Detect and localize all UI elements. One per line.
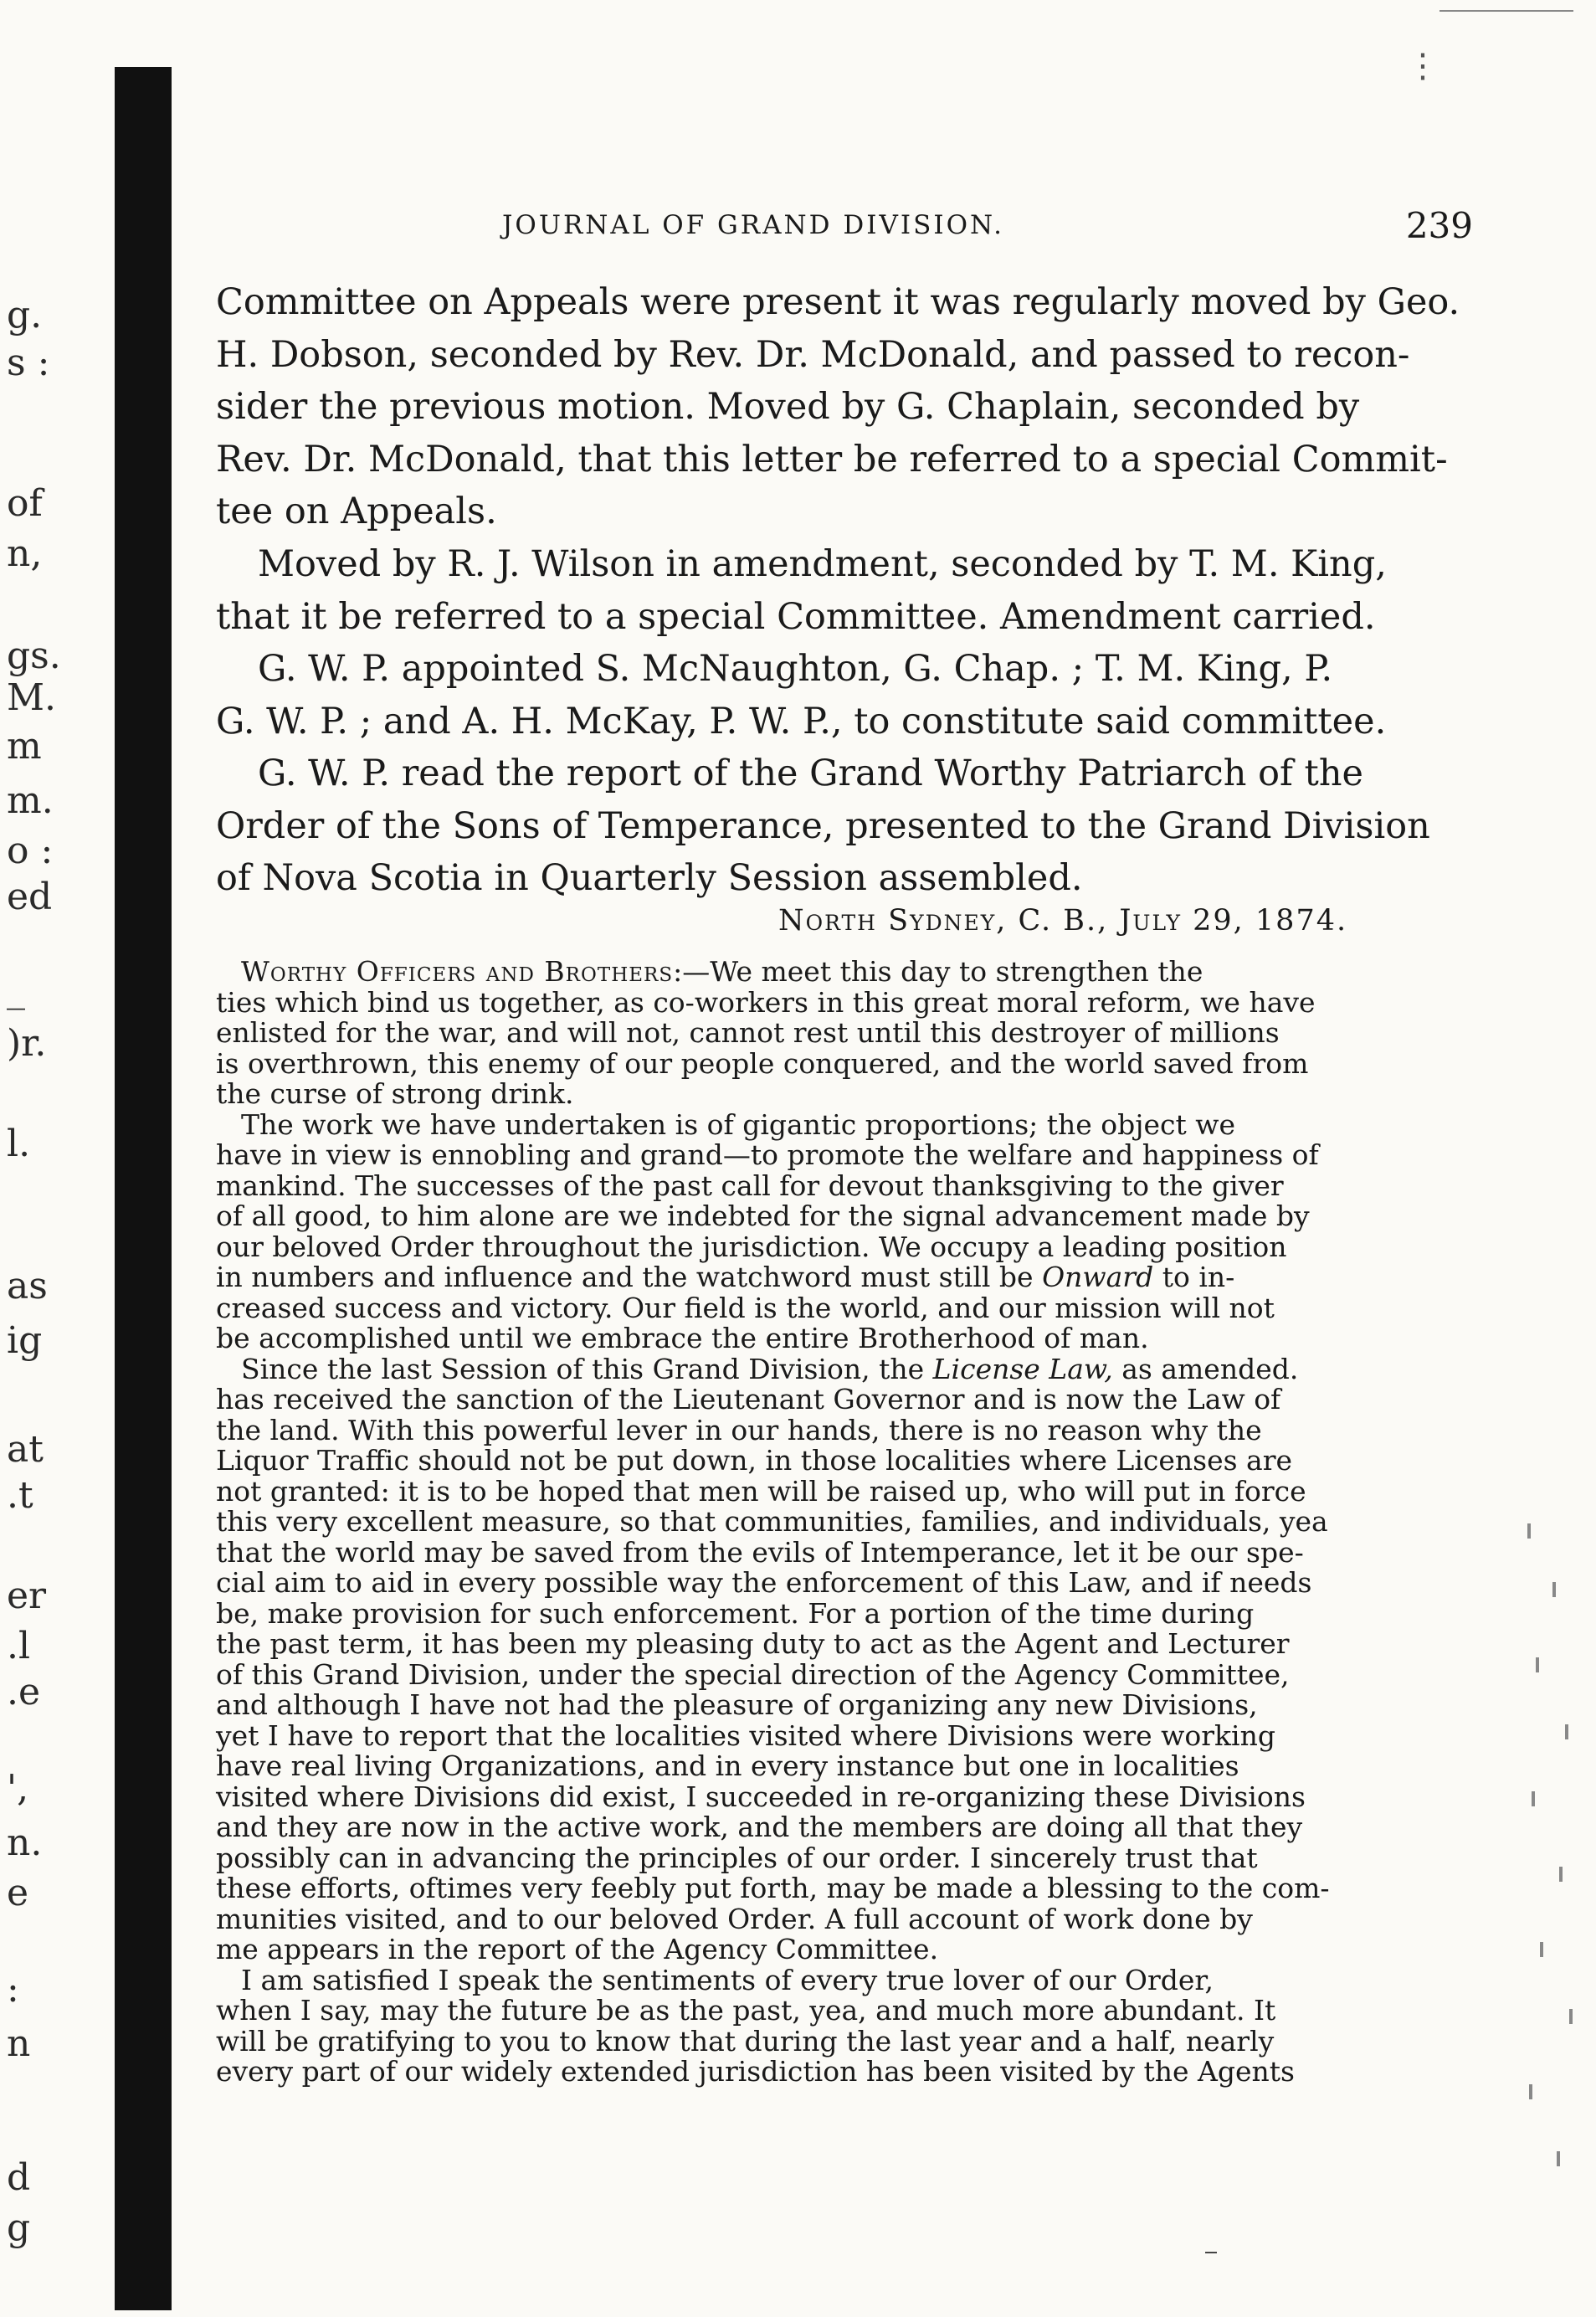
margin-fragment: ed (7, 876, 53, 918)
text-line: G. W. P. read the report of the Grand Worthy Patriarch of the (258, 753, 1363, 794)
margin-fragment: _ (7, 968, 25, 1010)
margin-fragment: s : (7, 342, 50, 384)
margin-fragment: .t (7, 1474, 33, 1517)
text-line: Rev. Dr. McDonald, that this letter be referred to a special Commit- (216, 438, 1448, 480)
text-line: enlisted for the war, and will not, cannot rest until this destroyer of millions (216, 1016, 1280, 1049)
paragraph-report-intro (216, 748, 1430, 905)
margin-fragment: n (7, 2022, 31, 2065)
text-line: these efforts, oftimes very feebly put forth, may be made a blessing to the com- (216, 1872, 1330, 1904)
text-line: have real living Organizations, and in every instance but one in localities (216, 1749, 1239, 1782)
text-line: Moved by R. J. Wilson in amendment, seconded by T. M. King, (258, 543, 1387, 585)
margin-fragment: as (7, 1265, 48, 1307)
top-edge-rule (1439, 10, 1573, 12)
margin-fragment: d (7, 2156, 31, 2199)
text-line: that it be referred to a special Committee. Amendment carried. (216, 595, 1376, 638)
paragraph-amendment (216, 538, 1388, 643)
text-line: our beloved Order throughout the jurisdiction. We occupy a leading position (216, 1230, 1287, 1263)
left-margin-bleed (7, 0, 107, 2317)
text-line: H. Dobson, seconded by Rev. Dr. McDonald, and passed to recon- (216, 333, 1410, 376)
page-number: 239 (1405, 205, 1473, 246)
text-line: of Nova Scotia in Quarterly Session assembled. (216, 857, 1083, 900)
ink-speck (1559, 1867, 1563, 1882)
text-line: G. W. P. ; and A. H. McKay, P. W. P., to constitute said committee. (216, 700, 1387, 742)
margin-fragment: n, (7, 532, 43, 575)
margin-fragment: ', (7, 1767, 29, 1810)
text-line: Liquor Traffic should not be put down, in those localities where Licenses are (216, 1444, 1293, 1477)
margin-fragment: : (7, 1968, 19, 2011)
text-line: visited where Divisions did exist, I succeeded in re-organizing these Divisions (216, 1780, 1306, 1813)
text-line: ties which bind us together, as co-workers in this great moral reform, we have (216, 985, 1316, 1019)
ink-speck (1565, 1724, 1568, 1739)
text-line: have in view is ennobling and grand—to promote the welfare and happiness of (216, 1138, 1319, 1171)
text-line: Committee on Appeals were present it was regularly moved by Geo. (216, 281, 1460, 323)
edge-specks: ⋮ (1406, 47, 1439, 85)
text-line: me appears in the report of the Agency Committee. (216, 1933, 939, 1965)
ink-speck (1529, 2084, 1532, 2099)
paragraph-appointment (216, 643, 1388, 748)
text-line: tee on Appeals. (216, 491, 497, 533)
text-line: is overthrown, this enemy of our people conquered, and the world saved from (216, 1046, 1309, 1080)
text-line: sider the previous motion. Moved by G. Chaplain, seconded by (216, 386, 1360, 429)
emphasis-license-law: License Law, (932, 1352, 1113, 1385)
margin-fragment: n. (7, 1821, 43, 1864)
text-line: the past term, it has been my pleasing duty to act as the Agent and Lecturer (216, 1627, 1290, 1660)
ink-speck (1557, 2151, 1560, 2166)
margin-fragment: m. (7, 779, 54, 822)
margin-fragment: e (7, 1872, 29, 1914)
text-line: cial aim to aid in every possible way the enforcement of this Law, and if needs (216, 1566, 1312, 1599)
margin-fragment: of (7, 482, 43, 525)
text-line: possibly can in advancing the principles of our order. I sincerely trust that (216, 1841, 1258, 1874)
margin-fragment: l. (7, 1123, 31, 1165)
bottom-mark (1205, 2252, 1217, 2253)
ink-speck (1569, 2009, 1573, 2024)
ink-speck (1540, 1942, 1543, 1957)
margin-fragment: )r. (7, 1022, 47, 1065)
ink-speck (1527, 1523, 1531, 1539)
text-line: every part of our widely extended jurisdiction has been visited by the Agents (216, 2055, 1295, 2088)
right-margin-bleed (1519, 1507, 1594, 2210)
text-line: that the world may be saved from the evils of Intemperance, let it be our spe- (216, 1535, 1304, 1569)
text-line: of this Grand Division, under the special direction of the Agency Committee, (216, 1657, 1290, 1691)
text-line: this very excellent measure, so that communities, families, and individuals, yea (216, 1505, 1328, 1538)
text-line: G. W. P. appointed S. McNaughton, G. Chap. ; T. M. King, P. (258, 648, 1333, 690)
text-line: munities visited, and to our beloved Order. A full account of work done by (216, 1902, 1253, 1935)
margin-fragment: g. (7, 294, 43, 337)
margin-fragment: er (7, 1575, 47, 1617)
binding-gutter-shadow (115, 67, 172, 2310)
salutation: Worthy Officers and Brothers (241, 955, 674, 988)
text-line: and they are now in the active work, and the members are doing all that they (216, 1811, 1303, 1843)
text-line: in numbers and influence and the watchword must still be Onward to in- (216, 1261, 1235, 1293)
margin-fragment: g (7, 2207, 31, 2249)
margin-fragment: M. (7, 676, 57, 719)
text-line: has received the sanction of the Lieutenant Governor and is now the Law of (216, 1383, 1281, 1415)
text-line: yet I have to report that the localities visited where Divisions were working (216, 1718, 1275, 1752)
text-line: of all good, to him alone are we indebted for the signal advancement made by (216, 1200, 1310, 1232)
text-line: The work we have undertaken is of gigantic proportions; the object we (241, 1107, 1236, 1141)
margin-fragment: ig (7, 1319, 43, 1362)
text-line: Since the last Session of this Grand Division, the License Law, as amended. (241, 1352, 1299, 1385)
margin-fragment: at (7, 1428, 44, 1471)
report-letter (216, 957, 1379, 2088)
text-line: be, make provision for such enforcement. For a portion of the time during (216, 1596, 1255, 1630)
text-line: will be gratifying to you to know that during the last year and a half, nearly (216, 2024, 1275, 2058)
emphasis-onward: Onward (1042, 1261, 1154, 1293)
text-line: and although I have not had the pleasure of organizing any new Divisions, (216, 1688, 1258, 1721)
running-head: JOURNAL OF GRAND DIVISION. (502, 210, 1004, 240)
margin-fragment: o : (7, 830, 54, 872)
text-line: the curse of strong drink. (216, 1077, 574, 1110)
ink-speck (1536, 1657, 1539, 1672)
dateline: North Sydney, C. B., July 29, 1874. (778, 904, 1348, 938)
margin-fragment: gs. (7, 634, 61, 677)
text-line: Order of the Sons of Temperance, presented to the Grand Division (216, 804, 1430, 847)
text-line: not granted: it is to be hoped that men will be raised up, who will put in force (216, 1474, 1306, 1508)
margin-fragment: m (7, 725, 42, 768)
text-line: I am satisfied I speak the sentiments of every true lover of our Order, (241, 1963, 1214, 1996)
ink-speck (1552, 1582, 1556, 1597)
text-line: mankind. The successes of the past call for devout thanksgiving to the giver (216, 1169, 1284, 1202)
text-line: creased success and victory. Our field is the world, and our mission will not (216, 1291, 1275, 1324)
ink-speck (1532, 1791, 1535, 1806)
text-line: the land. With this powerful lever in our hands, there is no reason why the (216, 1413, 1262, 1446)
paragraph-continuation (216, 276, 1460, 538)
text-line: when I say, may the future be as the past, yea, and much more abundant. It (216, 1994, 1276, 2027)
text-line: be accomplished until we embrace the entire Brotherhood of man. (216, 1322, 1149, 1354)
text-line: Worthy Officers and Brothers:—We meet this day to strengthen the (241, 955, 1203, 988)
margin-fragment: .e (7, 1671, 41, 1713)
page-header (502, 205, 1473, 264)
margin-fragment: .l (7, 1625, 31, 1667)
